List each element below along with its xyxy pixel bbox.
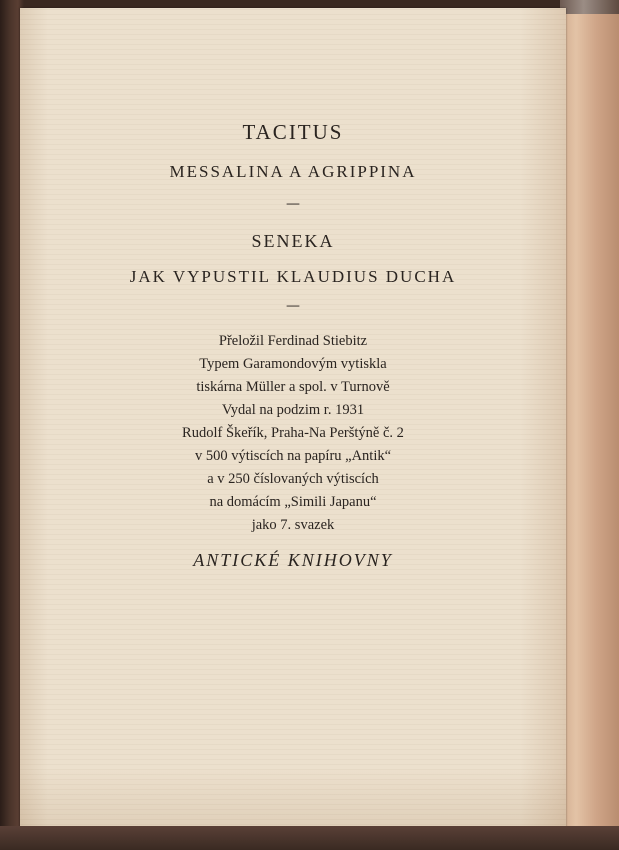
author-seneka: SENEKA [251,231,335,251]
separator-dash-1: — [286,196,300,212]
colophon-line: jako 7. svazek [251,517,335,533]
author-tacitus: TACITUS [242,120,344,144]
book-bottom-edge [0,826,619,850]
colophon-line: tiskárna Müller a spol. v Turnově [196,379,390,395]
series-title: ANTICKÉ KNIHOVNY [193,550,393,570]
colophon-line: a v 250 číslovaných výtiscích [207,471,379,487]
colophon-line: Typem Garamondovým vytiskla [199,356,387,372]
work-title-klaudius: JAK VYPUSTIL KLAUDIUS DUCHA [129,267,457,286]
work-title-messalina: MESSALINA A AGRIPPINA [169,162,417,181]
colophon-line: Rudolf Škeřík, Praha-Na Perštýně č. 2 [182,425,404,441]
separator-dash-2: — [286,298,300,314]
colophon-line: v 500 výtiscích na papíru „Antik“ [194,448,392,464]
colophon-line: Vydal na podzim r. 1931 [221,402,365,418]
colophon-line: na domácím „Simili Japanu“ [209,494,377,510]
book-page-edge [566,14,619,826]
colophon-line: Přeložil Ferdinad Stiebitz [218,333,368,349]
